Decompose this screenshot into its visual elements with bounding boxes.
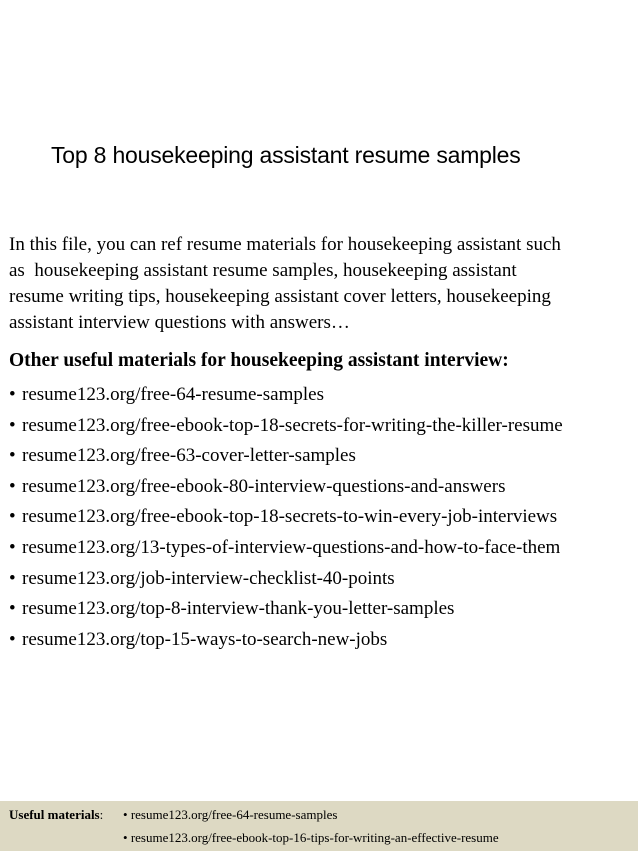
list-item xyxy=(9,441,563,472)
resource-link[interactable]: resume123.org/free-63-cover-letter-samples xyxy=(22,445,356,467)
list-item xyxy=(9,380,563,411)
footer-link[interactable]: resume123.org/free-64-resume-samples xyxy=(130,807,338,822)
resource-link[interactable]: resume123.org/free-ebook-top-18-secrets-for-writing-the-killer-resume xyxy=(22,414,563,436)
resource-link[interactable]: resume123.org/free-ebook-80-interview-questions-and-answers xyxy=(22,475,506,497)
footer-link[interactable]: resume123.org/free-ebook-top-16-tips-for-writing-an-effective-resume xyxy=(130,830,499,845)
intro-line: as housekeeping assistant resume samples, housekeeping assistant xyxy=(9,260,517,281)
resource-link[interactable]: resume123.org/13-types-of-interview-questions-and-how-to-face-them xyxy=(22,536,561,558)
footer-list-item xyxy=(123,830,499,846)
resource-link[interactable]: resume123.org/top-15-ways-to-search-new-jobs xyxy=(22,628,388,650)
bullet-icon: • xyxy=(9,445,16,467)
bullet-icon: • xyxy=(9,384,16,405)
bullet-icon: • xyxy=(9,598,16,620)
list-item xyxy=(9,625,563,656)
intro-paragraph xyxy=(9,232,634,336)
bullet-icon: • xyxy=(9,536,16,558)
intro-line: resume writing tips, housekeeping assistant cover letters, housekeeping xyxy=(9,286,551,307)
bullet-icon: • xyxy=(9,414,16,436)
resource-link[interactable]: resume123.org/job-interview-checklist-40-points xyxy=(22,567,395,589)
bullet-icon: • xyxy=(9,506,16,528)
footer-bar xyxy=(0,801,638,851)
list-item xyxy=(9,594,563,625)
bullet-icon: • xyxy=(9,567,16,589)
footer-label xyxy=(9,807,103,823)
page-title: Top 8 housekeeping assistant resume samples xyxy=(51,142,521,168)
list-item xyxy=(9,502,563,533)
list-item xyxy=(9,472,563,503)
footer-list-item xyxy=(123,807,337,823)
list-item xyxy=(9,411,563,442)
bullet-icon: • xyxy=(123,807,128,822)
footer-label-separator: : xyxy=(99,807,104,822)
bullet-icon: • xyxy=(9,475,16,497)
list-item xyxy=(9,564,563,595)
resource-link[interactable]: resume123.org/free-64-resume-samples xyxy=(22,384,324,405)
bullet-icon: • xyxy=(123,830,128,845)
materials-heading: Other useful materials for housekeeping assistant interview: xyxy=(9,350,509,371)
intro-line: assistant interview questions with answers… xyxy=(9,312,350,333)
resource-link[interactable]: resume123.org/top-8-interview-thank-you-letter-samples xyxy=(22,598,455,620)
materials-link-list xyxy=(9,380,563,655)
list-item xyxy=(9,533,563,564)
footer-label-text: Useful materials xyxy=(9,807,100,822)
bullet-icon: • xyxy=(9,628,16,650)
resource-link[interactable]: resume123.org/free-ebook-top-18-secrets-to-win-every-job-interviews xyxy=(22,506,558,528)
intro-line: In this file, you can ref resume materials for housekeeping assistant such xyxy=(9,234,561,255)
